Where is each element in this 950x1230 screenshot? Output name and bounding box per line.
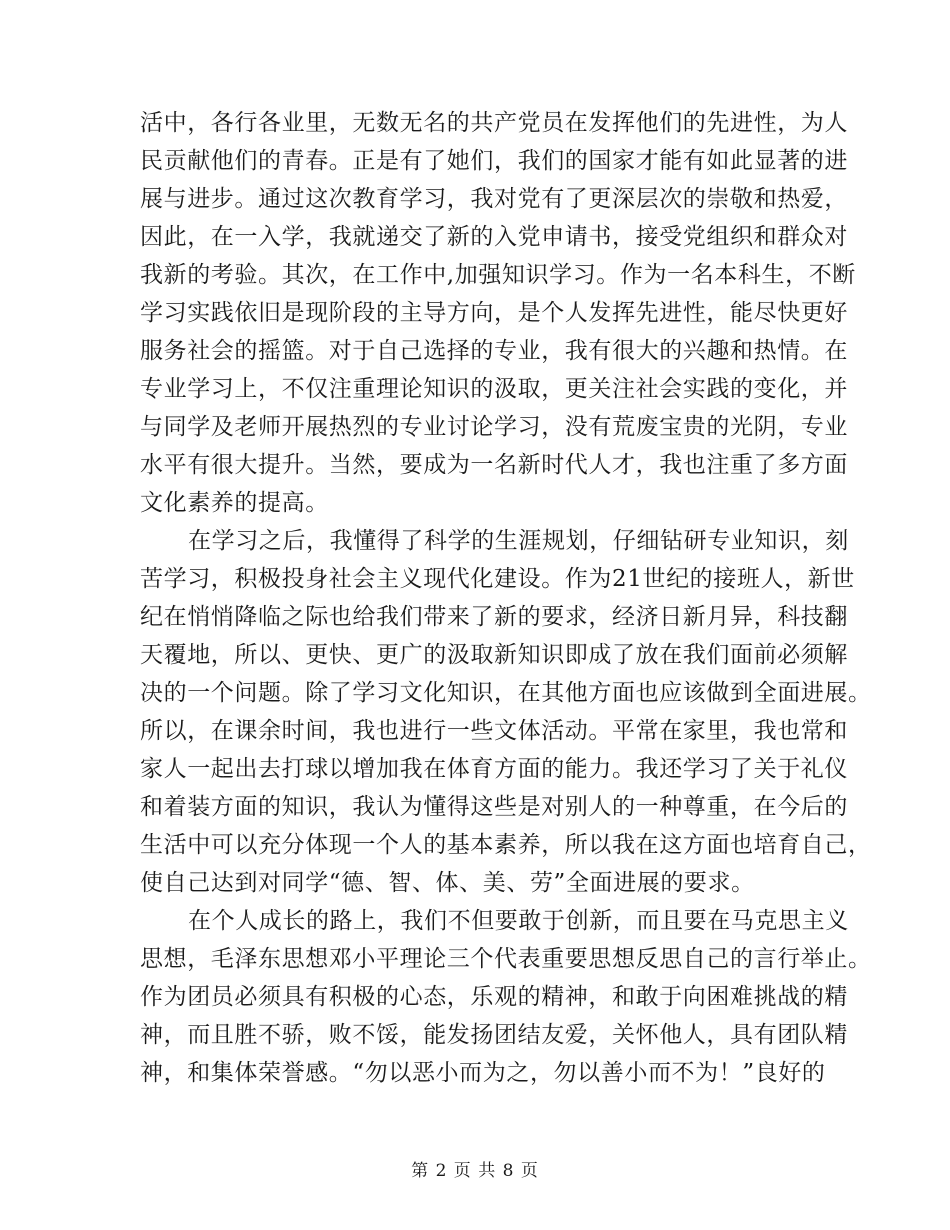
text-line: 我新的考验。其次，在工作中,加强知识学习。作为一名本科生，不断 [140,262,856,288]
text-line: 与同学及老师开展热烈的专业讨论学习，没有荒废宝贵的光阴，专业 [140,414,848,440]
text-line: 苦学习，积极投身社会主义现代化建设。作为21世纪的接班人，新世 [140,566,855,592]
text-line: 水平有很大提升。当然，要成为一名新时代人才，我也注重了多方面 [140,452,848,478]
text-line: 决的一个问题。除了学习文化知识，在其他方面也应该做到全面进展。 [140,680,872,706]
text-line: 活中，各行各业里，无数无名的共产党员在发挥他们的先进性，为人 [140,110,848,136]
text-line: 服务社会的摇篮。对于自己选择的专业，我有很大的兴趣和热情。在 [140,338,848,364]
text-line: 因此，在一入学，我就递交了新的入党申请书，接受党组织和群众对 [140,224,848,250]
text-line: 神，和集体荣誉感。“勿以恶小而为之，勿以善小而不为！”良好的 [140,1060,826,1086]
text-line: 使自己达到对同学“德、智、体、美、劳”全面进展的要求。 [140,870,755,896]
paragraph-start-line: 在学习之后，我懂得了科学的生涯规划，仔细钻研专业知识，刻 [188,528,849,554]
page-number-footer: 第 2 页 共 8 页 [411,1161,539,1181]
text-line: 作为团员必须具有积极的心态，乐观的精神，和敢于向困难挑战的精 [140,984,848,1010]
text-line: 和着装方面的知识，我认为懂得这些是对别人的一种尊重，在今后的 [140,794,848,820]
text-line: 生活中可以充分体现一个人的基本素养，所以我在这方面也培育自己， [140,832,872,858]
paragraph-start-line: 在个人成长的路上，我们不但要敢于创新，而且要在马克思主义 [188,908,849,934]
text-line: 天覆地，所以、更快、更广的汲取新知识即成了放在我们面前必须解 [140,642,848,668]
text-line: 所以，在课余时间，我也进行一些文体活动。平常在家里，我也常和 [140,718,848,744]
text-line: 学习实践依旧是现阶段的主导方向，是个人发挥先进性，能尽快更好 [140,300,848,326]
text-line: 纪在悄悄降临之际也给我们带来了新的要求，经济日新月异，科技翻 [140,604,848,630]
text-line: 展与进步。通过这次教育学习，我对党有了更深层次的崇敬和热爱， [140,186,848,212]
text-line: 民贡献他们的青春。正是有了她们，我们的国家才能有如此显著的进 [140,148,848,174]
text-line: 神，而且胜不骄，败不馁，能发扬团结友爱，关怀他人，具有团队精 [140,1022,848,1048]
text-line: 专业学习上，不仅注重理论知识的汲取，更关注社会实践的变化，并 [140,376,848,402]
text-line: 文化素养的提高。 [140,490,329,516]
text-line: 家人一起出去打球以增加我在体育方面的能力。我还学习了关于礼仪 [140,756,848,782]
text-line: 思想，毛泽东思想邓小平理论三个代表重要思想反思自己的言行举止。 [140,946,872,972]
